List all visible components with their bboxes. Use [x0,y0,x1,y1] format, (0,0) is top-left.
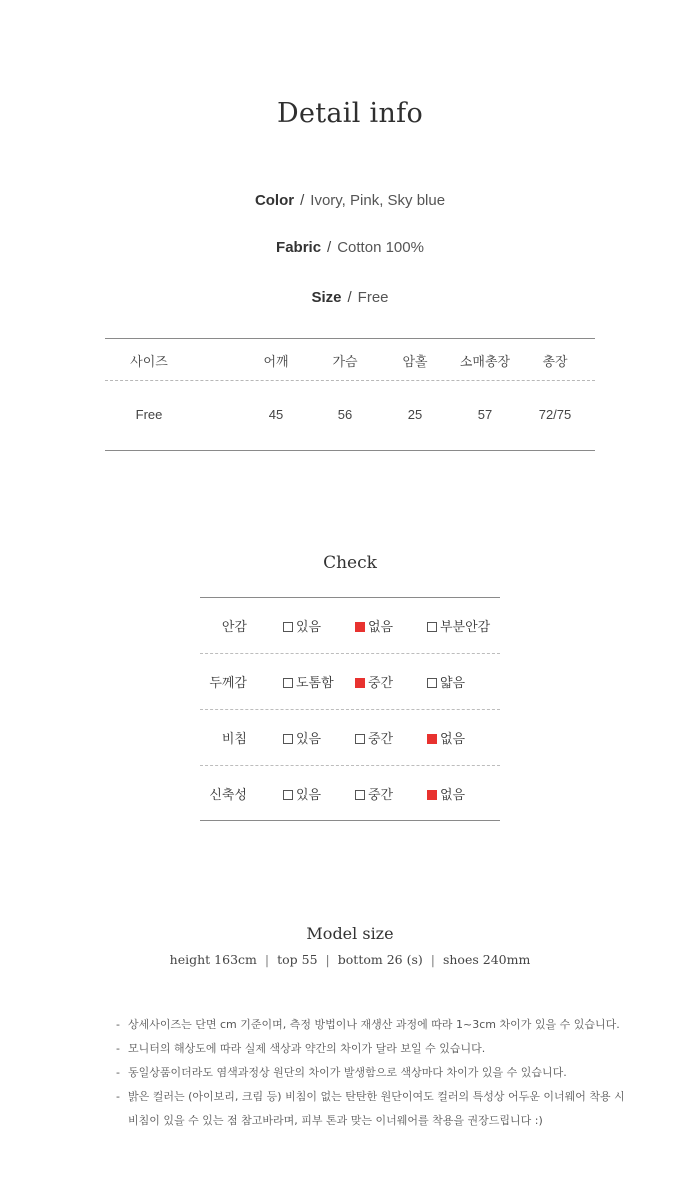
table-cell: 25 [407,407,423,422]
check-row-label: 두께감 [209,676,247,691]
check-option [283,616,321,635]
checkbox-icon [283,678,293,688]
checkbox-icon [283,790,293,800]
check-option [283,672,334,691]
model-height: height 163cm [169,952,257,967]
check-option [427,616,490,635]
spec-fabric [0,239,700,256]
model-top: top 55 [277,952,318,967]
checkbox-icon [355,790,365,800]
spec-separator: / [300,192,305,209]
note-text: 비침이 있을 수 있는 점 참고바라며, 피부 톤과 맞는 이너웨어를 착용을 권장드립니다 :) [128,1114,543,1127]
check-option-text: 있음 [296,620,322,635]
spec-fabric-key: Fabric [276,239,322,256]
note-item [116,1061,616,1085]
check-option [355,728,393,747]
model-separator: | [430,952,435,967]
check-option [427,784,465,803]
check-row-label: 신축성 [209,788,247,803]
model-separator: | [325,952,330,967]
spec-fabric-value: Cotton 100% [337,239,424,256]
checkbox-icon [427,678,437,688]
note-dash: - [116,1018,120,1031]
check-option-text: 중간 [368,788,394,803]
check-option [427,672,465,691]
note-dash: - [116,1090,120,1103]
check-option-text: 중간 [368,676,394,691]
note-text: 모니터의 해상도에 따라 실제 색상과 약간의 차이가 달라 보일 수 있습니다. [128,1042,486,1055]
table-cell: 45 [268,407,284,422]
header-size: 사이즈 [130,354,168,369]
checkbox-icon [355,622,365,632]
checkbox-icon [427,622,437,632]
check-option [355,616,393,635]
check-option-text: 중간 [368,732,394,747]
model-size-title: Model size [306,924,394,943]
spec-color [0,192,700,209]
checkbox-icon [283,734,293,744]
check-title: Check [323,553,377,573]
check-row-lining [200,597,500,653]
header-shoulder: 어깨 [263,354,289,369]
model-shoes: shoes 240mm [442,952,531,967]
checkbox-icon [427,734,437,744]
note-text: 밝은 컬러는 (아이보리, 크림 등) 비침이 없는 탄탄한 원단이여도 컬러의 특성상 어두운 이너웨어 착용 시 [128,1090,625,1103]
check-option-text: 부분안감 [440,620,491,635]
table-header-divider [105,380,595,381]
table-cell: 72/75 [538,407,572,422]
check-row-sheerness [200,709,500,765]
check-table [200,597,500,821]
check-option [427,728,465,747]
note-dash: - [116,1042,120,1055]
check-option-text: 얇음 [440,676,466,691]
note-continuation [116,1109,616,1133]
check-row-label: 비침 [221,732,247,747]
note-text: 상세사이즈는 단면 cm 기준이며, 측정 방법이나 재생산 과정에 따라 1~3cm 차이가 있을 수 있습니다. [128,1018,620,1031]
check-row-label: 안감 [221,620,247,635]
spec-size [0,289,700,306]
check-option [283,784,321,803]
model-size-line [0,952,700,967]
table-cell: Free [135,407,163,422]
table-top-rule [105,338,595,339]
check-option [355,672,393,691]
spec-color-value: Ivory, Pink, Sky blue [310,192,446,209]
check-option-text: 없음 [440,788,466,803]
page-title: Detail info [277,98,423,129]
checkbox-icon [355,678,365,688]
check-option-text: 없음 [440,732,466,747]
header-sleeve-length: 소매총장 [459,354,511,369]
spec-color-key: Color [254,192,295,209]
spec-size-value: Free [357,289,389,306]
header-armhole: 암홀 [402,354,428,369]
spec-separator: / [327,239,332,256]
checkbox-icon [283,622,293,632]
model-bottom: bottom 26 (s) [337,952,423,967]
notes-list [116,1013,625,1133]
check-option-text: 없음 [368,620,394,635]
checkbox-icon [427,790,437,800]
table-bottom-rule [105,450,595,451]
check-option-text: 있음 [296,732,322,747]
checkbox-icon [355,734,365,744]
note-item [116,1037,616,1061]
check-row-thickness [200,653,500,709]
header-total-length: 총장 [542,354,568,369]
note-text: 동일상품이더라도 염색과정상 원단의 차이가 발생함으로 색상마다 차이가 있을 수 있습니다. [128,1066,567,1079]
check-option-text: 있음 [296,788,322,803]
note-dash: - [116,1066,120,1079]
header-chest: 가슴 [332,354,358,369]
spec-separator: / [347,289,352,306]
table-cell: 56 [337,407,353,422]
table-cell: 57 [477,407,493,422]
spec-size-key: Size [311,289,342,306]
note-item [116,1013,620,1037]
check-option-text: 도톰함 [296,676,334,691]
model-separator: | [264,952,270,967]
check-row-stretch [200,765,500,821]
check-option [283,728,321,747]
note-item [116,1085,625,1109]
check-option [355,784,393,803]
